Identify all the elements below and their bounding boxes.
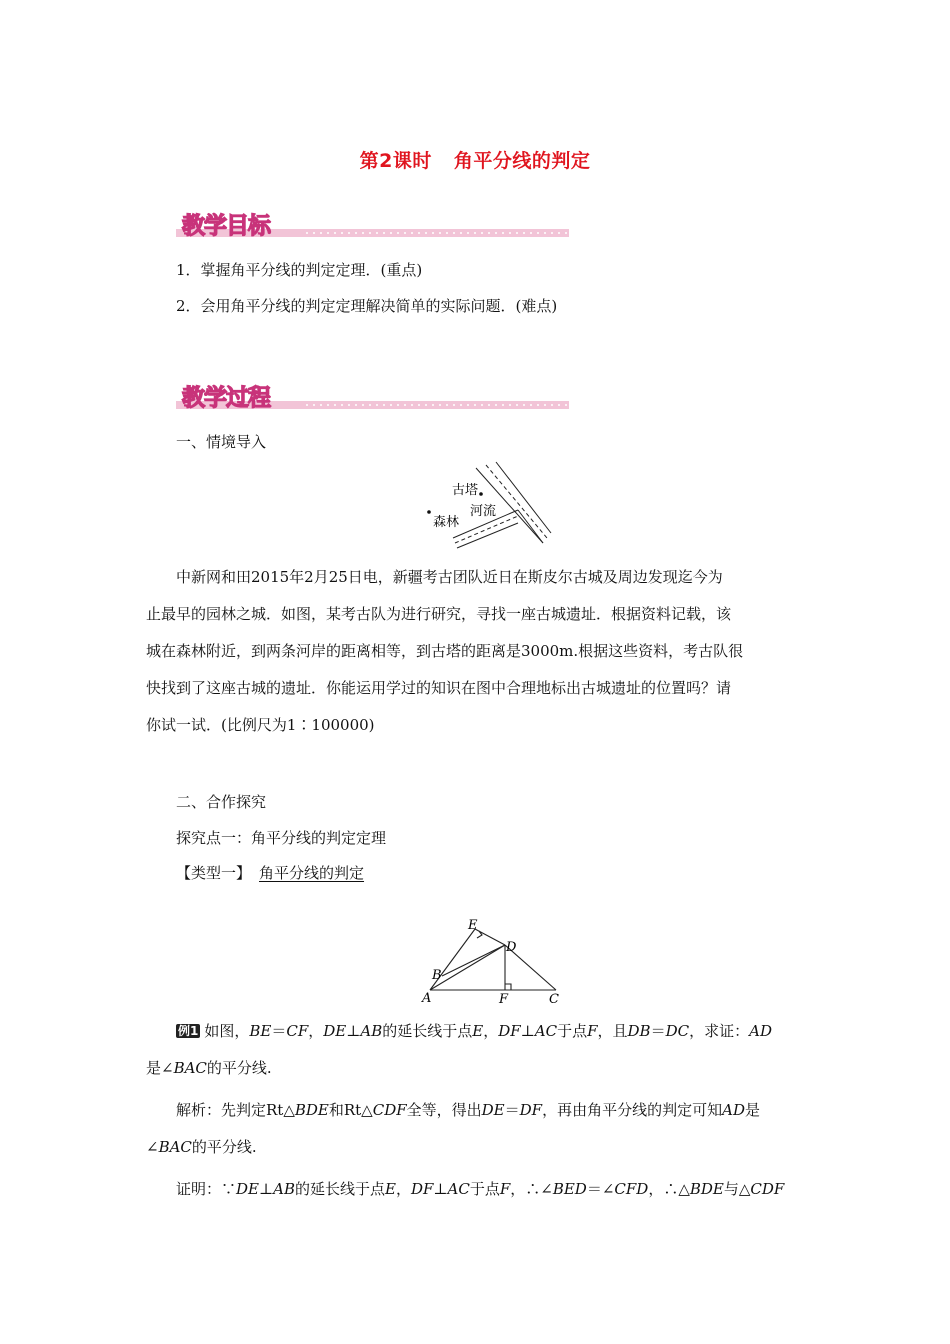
banner-dot — [348, 404, 350, 406]
banner-dot — [446, 404, 448, 406]
banner-goals-label: 教学目标 — [182, 213, 270, 239]
figure-geometry — [418, 914, 566, 1006]
intro-line-4: 快找到了这座古城的遗址．你能运用学过的知识在图中合理地标出古城遗址的位置吗？请 — [146, 679, 732, 697]
page-title — [0, 146, 950, 173]
banner-dot — [376, 232, 378, 234]
banner-dot — [523, 232, 525, 234]
banner-dot — [439, 404, 441, 406]
banner-dot — [474, 404, 476, 406]
banner-dot — [495, 232, 497, 234]
banner-dot — [488, 404, 490, 406]
label-forest: 森林 — [433, 515, 460, 530]
lesson-number: 第2课时 — [359, 150, 432, 172]
banner-dot — [383, 404, 385, 406]
banner-dot — [334, 404, 336, 406]
section-heading-1: 一、情境导入 — [176, 433, 267, 451]
banner-dot — [551, 232, 553, 234]
banner-dot — [320, 232, 322, 234]
banner-dot — [432, 232, 434, 234]
banner-dot — [355, 232, 357, 234]
intro-paragraph — [146, 559, 808, 744]
type-topic: 角平分线的判定 — [259, 864, 365, 882]
banner-dot — [425, 232, 427, 234]
banner-dot — [509, 232, 511, 234]
section-banner-process — [176, 385, 569, 409]
banner-dot — [348, 232, 350, 234]
banner-dot — [362, 404, 364, 406]
banner-dot — [467, 404, 469, 406]
section-heading-2: 二、合作探究 — [176, 793, 267, 811]
banner-dot — [509, 404, 511, 406]
banner-dot — [362, 232, 364, 234]
banner-dot — [313, 404, 315, 406]
banner-dot — [369, 232, 371, 234]
banner-dot — [481, 232, 483, 234]
banner-dot — [411, 404, 413, 406]
banner-dot — [313, 232, 315, 234]
banner-dot — [537, 232, 539, 234]
banner-dot — [502, 232, 504, 234]
banner-dot — [446, 232, 448, 234]
banner-dot — [558, 404, 560, 406]
type-heading — [176, 863, 364, 883]
type-bracket: 【类型一】 — [176, 864, 252, 882]
banner-dot — [425, 404, 427, 406]
banner-dot — [467, 232, 469, 234]
banner-dot — [327, 232, 329, 234]
banner-dot — [369, 404, 371, 406]
point-label-c: C — [549, 992, 559, 1006]
point-label-a: A — [422, 991, 432, 1006]
banner-dot — [397, 232, 399, 234]
banner-dot — [544, 232, 546, 234]
banner-process-label: 教学过程 — [182, 385, 270, 411]
banner-dot — [516, 404, 518, 406]
banner-dot — [404, 404, 406, 406]
banner-dot — [481, 404, 483, 406]
point-label-f: F — [499, 992, 509, 1006]
banner-dot — [432, 404, 434, 406]
example-1: 例1 如图，BE＝CF，DE⊥AB的延长线于点E，DF⊥AC于点F，且DB＝DC，求证：AD 是∠BAC的平分线. — [146, 1022, 772, 1077]
banner-dot — [502, 404, 504, 406]
banner-dot — [320, 404, 322, 406]
banner-dot — [460, 404, 462, 406]
tower-dot — [479, 492, 483, 496]
banner-dot — [306, 404, 308, 406]
banner-dot — [334, 232, 336, 234]
banner-dot — [439, 232, 441, 234]
banner-dot — [306, 232, 308, 234]
banner-dot — [516, 232, 518, 234]
proof-paragraph: 证明：∵DE⊥AB的延长线于点E，DF⊥AC于点F，∴∠BED＝∠CFD，∴△BDE与△CDF — [176, 1180, 785, 1198]
label-tower: 古塔 — [452, 483, 479, 498]
point-label-b: B — [432, 968, 442, 983]
figure-river-map — [420, 460, 560, 560]
lesson-topic: 角平分线的判定 — [453, 150, 591, 172]
analysis-paragraph: 解析：先判定Rt△BDE和Rt△CDF全等，得出DE＝DF，再由角平分线的判定可知AD是 ∠BAC的平分线. — [146, 1101, 760, 1156]
banner-dot — [404, 232, 406, 234]
goal-item-2: 2．会用角平分线的判定定理解决简单的实际问题．(难点) — [176, 297, 558, 315]
banner-dot — [558, 232, 560, 234]
banner-dot — [530, 404, 532, 406]
banner-dot — [460, 232, 462, 234]
banner-dot — [397, 404, 399, 406]
point-label-e: E — [468, 918, 478, 933]
section-banner-goals — [176, 213, 569, 237]
banner-dot — [488, 232, 490, 234]
banner-dot — [551, 404, 553, 406]
banner-dot — [474, 232, 476, 234]
banner-dot — [341, 404, 343, 406]
banner-dot — [355, 404, 357, 406]
banner-dot — [390, 404, 392, 406]
example-badge: 例1 — [178, 1024, 199, 1038]
goal-item-1: 1．掌握角平分线的判定定理．(重点) — [176, 261, 423, 279]
banner-dot — [411, 232, 413, 234]
banner-dot — [530, 232, 532, 234]
banner-dot — [565, 404, 567, 406]
intro-line-2: 止最早的园林之城．如图，某考古队为进行研究，寻找一座古城遗址．根据资料记载，该 — [146, 605, 732, 623]
banner-dot — [523, 404, 525, 406]
banner-dot — [383, 232, 385, 234]
banner-dot — [495, 404, 497, 406]
banner-dot — [453, 232, 455, 234]
banner-dot — [390, 232, 392, 234]
point-label-d: D — [506, 940, 517, 955]
banner-dot — [327, 404, 329, 406]
label-river: 河流 — [470, 504, 497, 519]
banner-dot — [544, 404, 546, 406]
intro-line-1: 中新网和田2015年2月25日电，新疆考古团队近日在斯皮尔古城及周边发现迄今为 — [176, 568, 723, 586]
banner-dot — [418, 404, 420, 406]
banner-dot — [341, 232, 343, 234]
exploration-point-1: 探究点一：角平分线的判定定理 — [176, 829, 387, 847]
intro-line-3: 城在森林附近，到两条河岸的距离相等，到古塔的距离是3000m.根据这些资料，考古队很 — [146, 642, 744, 660]
banner-dot — [418, 232, 420, 234]
forest-dot — [427, 510, 431, 514]
banner-dot — [537, 404, 539, 406]
intro-line-5: 你试一试．(比例尺为1∶100000) — [146, 716, 375, 734]
banner-dot — [565, 232, 567, 234]
banner-dot — [376, 404, 378, 406]
banner-dot — [453, 404, 455, 406]
